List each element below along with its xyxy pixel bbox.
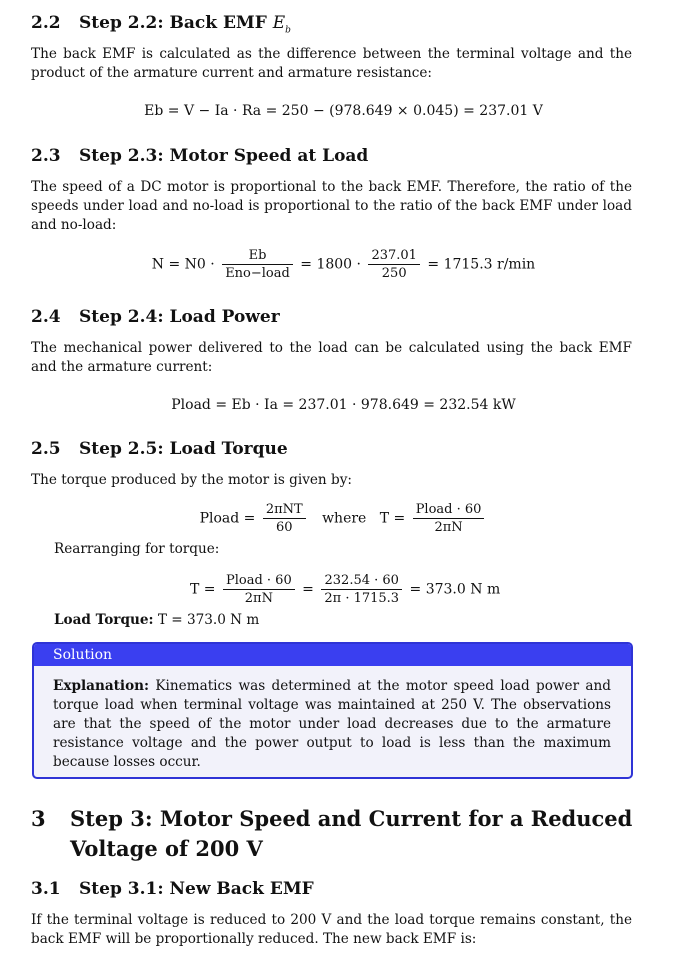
- rearrange-label: Rearranging for torque:: [54, 541, 220, 557]
- fraction-torque-general: $\frac{\text{Pload · 60}}{2\pi N}$: [223, 573, 295, 606]
- solution-box: [32, 642, 633, 779]
- section-heading-2-5: 2.5 Step 2.5: Load Torque: [31, 439, 288, 459]
- paragraph-load-power: The mechanical power delivered to the load can be calculated using the back EMF and the armature current:: [31, 340, 632, 375]
- fraction-emf-ratio: $\frac{Eb}{\text{Eno−load}}$: [222, 248, 293, 281]
- paragraph-torque-intro: The torque produced by the motor is given by:: [31, 472, 352, 488]
- fraction-torque-formula: $\frac{\text{Pload · 60}}{2\pi N}$: [413, 502, 485, 535]
- paragraph-motor-speed: The speed of a DC motor is proportional to the back EMF. Therefore, the ratio of the speeds under load and no-load is proportional to the ratio of the back EMF under load and no-load:: [31, 179, 632, 233]
- section-heading-3: 3 Step 3: Motor Speed and Current for a Reduced Voltage of 200 V: [31, 806, 633, 861]
- solution-header: Solution: [34, 644, 631, 666]
- section-heading-2-3: 2.3 Step 2.3: Motor Speed at Load: [31, 146, 369, 166]
- solution-explanation: Explanation: Kinematics was determined at the motor speed load power and torque load when terminal voltage was maintained at 250 V. The observations are that the speed of the motor under load decreases due to the armature resistance voltage and the power output to load is less than the maximum because losses occur.: [53, 678, 611, 770]
- equation-load-power: Pload = Eb · Ia = 237.01 · 978.649 = 232.54 kW: [171, 397, 516, 413]
- paragraph-new-back-emf: If the terminal voltage is reduced to 200 V and the load torque remains constant, the back EMF will be proportionally reduced. The new back EMF is:: [31, 912, 632, 947]
- fraction-torque-values: $\frac{232.54 \cdot 60}{2\pi \cdot 1715.3}$: [321, 573, 402, 606]
- section-heading-2-2: 2.2 Step 2.2: Back EMF $E_b$: [31, 13, 291, 36]
- equation-motor-speed: N = N0 · $\frac{Eb}{\text{Eno−load}}$ = 1800 · $\frac{237.01}{250}$ = 1715.3 r/min: [151, 248, 536, 281]
- fraction-torque-power: $\frac{\text{2πNT}}{60}$: [263, 502, 306, 535]
- section-heading-2-4: 2.4 Step 2.4: Load Power: [31, 307, 280, 327]
- equation-torque-result: T = $\frac{\text{Pload · 60}}{2\pi N}$ = $\frac{232.54 \cdot 60}{2\pi \cdot 1715.3}$ = 373.0 N m: [190, 573, 501, 606]
- equation-back-emf: Eb = V − Ia · Ra = 250 − (978.649 × 0.045) = 237.01 V: [144, 103, 543, 119]
- load-torque-result: Load Torque: T = 373.0 N m: [54, 612, 260, 628]
- equation-torque-definition: Pload = $\frac{\text{2πNT}}{60}$ where T = $\frac{\text{Pload · 60}}{2\pi N}$: [0, 502, 687, 535]
- section-heading-3-1: 3.1 Step 3.1: New Back EMF: [31, 879, 314, 899]
- paragraph-back-emf: The back EMF is calculated as the difference between the terminal voltage and the product of the armature current and armature resistance:: [31, 46, 632, 81]
- fraction-emf-values: $\frac{237.01}{250}$: [368, 248, 420, 281]
